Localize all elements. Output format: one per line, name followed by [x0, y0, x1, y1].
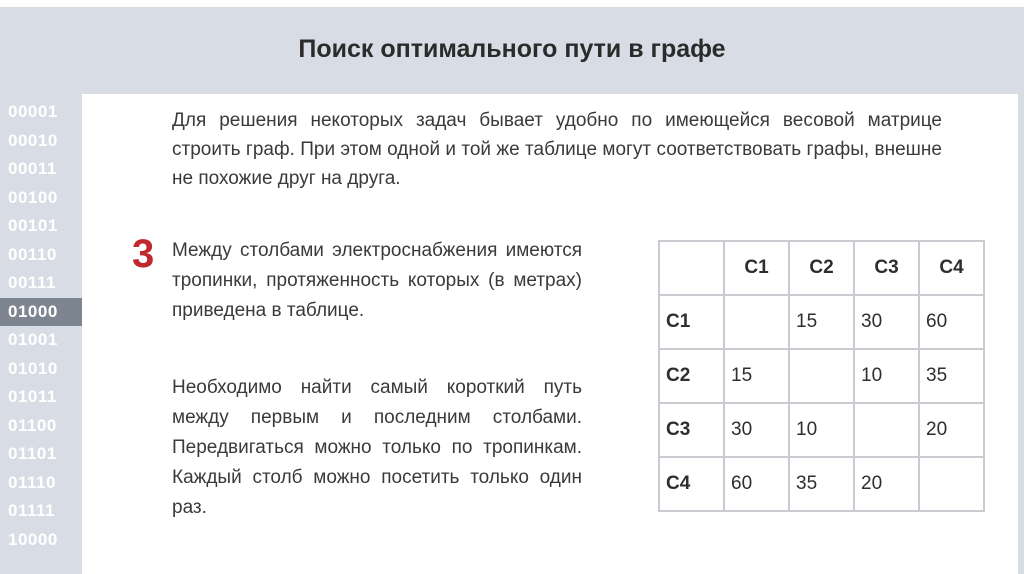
binary-code-item: 01100	[8, 415, 57, 435]
matrix-cell	[854, 403, 919, 457]
matrix-header-row	[659, 241, 984, 295]
matrix-cell: 35	[789, 457, 854, 511]
matrix-row-header: C4	[659, 457, 724, 511]
binary-sidebar	[0, 94, 82, 574]
matrix-row	[659, 349, 984, 403]
matrix-row	[659, 295, 984, 349]
binary-code-item: 01101	[8, 444, 57, 463]
binary-code-item: 01011	[8, 387, 57, 406]
matrix-col-header: C4	[919, 241, 984, 295]
matrix-cell: 60	[919, 295, 984, 349]
binary-code-item: 00011	[8, 159, 57, 178]
task-paragraph-1: Между столбами электроснабжения имеются тропинки, протяженность которых (в метрах) приведена в таблице.	[172, 240, 582, 321]
matrix-col-header: C3	[854, 241, 919, 295]
binary-code-item: 00001	[8, 102, 58, 121]
matrix-col-header: C1	[724, 241, 789, 295]
matrix-cell: 60	[724, 457, 789, 511]
weight-matrix	[658, 240, 985, 512]
right-decor-bar	[1018, 94, 1024, 574]
binary-code-item: 00100	[8, 187, 58, 207]
slide-title: Поиск оптимального пути в графе	[298, 35, 726, 63]
task-number: 3	[132, 232, 155, 276]
matrix-cell: 15	[789, 295, 854, 349]
matrix-cell: 30	[854, 295, 919, 349]
matrix-row	[659, 457, 984, 511]
matrix-cell	[789, 349, 854, 403]
matrix-col-header: C2	[789, 241, 854, 295]
matrix-corner-cell	[659, 241, 724, 295]
matrix-cell: 30	[724, 403, 789, 457]
binary-code-item: 01111	[8, 501, 55, 520]
matrix-cell: 10	[789, 403, 854, 457]
matrix-cell: 20	[919, 403, 984, 457]
matrix-cell	[919, 457, 984, 511]
binary-code-item: 10000	[8, 529, 58, 549]
binary-code-item: 01010	[8, 358, 58, 378]
binary-code-item: 00010	[8, 130, 58, 150]
matrix-cell: 35	[919, 349, 984, 403]
matrix-row-header: C2	[659, 349, 724, 403]
binary-code-item: 01110	[8, 472, 56, 492]
binary-code-item: 01001	[8, 330, 58, 349]
matrix-cell: 15	[724, 349, 789, 403]
matrix-cell	[724, 295, 789, 349]
task-paragraph-2: Необходимо найти самый короткий путь между первым и последним столбами. Передвигаться можно только по тропинкам. Каждый столб можно посетить только один раз.	[172, 377, 582, 518]
matrix-row-header: C1	[659, 295, 724, 349]
binary-code-item: 00110	[8, 244, 57, 264]
matrix-cell: 10	[854, 349, 919, 403]
binary-code-item: 00111	[8, 273, 56, 292]
matrix-cell: 20	[854, 457, 919, 511]
binary-code-item: 00101	[8, 216, 58, 235]
matrix-row-header: C3	[659, 403, 724, 457]
matrix-row	[659, 403, 984, 457]
intro-paragraph: Для решения некоторых задач бывает удобно по имеющейся весовой матрице строить граф. При этом одной и той же таблице могут соответствовать графы, внешне не похожие друг на друга.	[172, 110, 942, 189]
binary-code-item: 01000	[0, 298, 82, 327]
slide-header	[0, 7, 1024, 94]
